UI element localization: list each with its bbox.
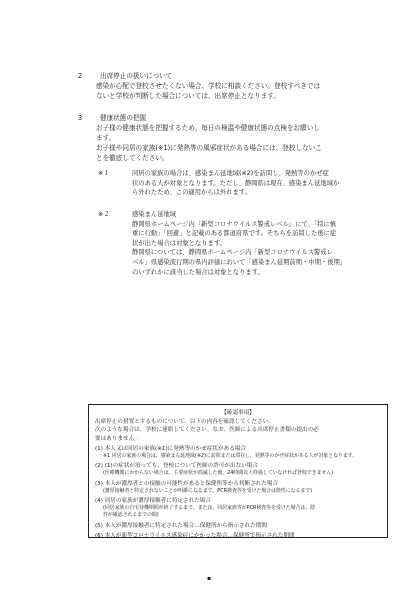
confirmation-item-label: (3) 本人が濃厚者との接触の可能性があると保健所等から判断された場合	[95, 480, 279, 487]
footnote-2-mark: ※２	[98, 211, 110, 218]
confirmation-box	[88, 404, 388, 538]
footnote-2-line: 重に行動」「回避」と記載のある都道府県です。そちらを訪問した後に症	[132, 230, 337, 238]
footnote-2	[98, 210, 390, 277]
confirmation-item-3	[95, 480, 381, 495]
section-3-line: お子様の健康状態を把握するため、毎日の検温や健康状態の点検をお願いし	[96, 124, 320, 132]
confirmation-intro-line: 出席停止の措置とするものについて、以下の内容を確認してください。	[95, 419, 274, 426]
footnote-1-line: 同居の家族の場合は、感染まん延地域(※2)を訪問し、発熱等のかぜ症	[132, 170, 329, 177]
confirmation-item-2	[95, 462, 381, 477]
confirmation-item-4	[95, 497, 381, 520]
section-2-title: 出席停止の扱いについて	[100, 72, 173, 80]
confirmation-item-note: (医療機関にかからない場合は、主要症状が消滅した後、24時間以上経過していなければ登校できません)	[103, 470, 334, 477]
section-3-title: 健康状態の把握	[100, 114, 147, 122]
footnote-2-line: 状が出た場合は対象となります。	[132, 239, 226, 247]
confirmation-item-note: (濃厚接触者と特定されないことが明確になるまで。PCR検査等を受けた場合は陰性になるまで)	[103, 487, 313, 494]
section-3-line: ます。	[96, 134, 116, 142]
page-mark: ▪	[207, 575, 212, 582]
confirmation-item-label: (4) 同居の家族が濃厚接触者に特定された場合	[95, 498, 211, 505]
confirmation-item-1	[95, 445, 381, 460]
confirmation-item-label: (2) (1)の症状が治っても、登校について医師の許可が出ない場合	[95, 463, 258, 470]
footnote-1-mark: ※１	[98, 170, 110, 177]
confirmation-intro-line: 要はありません。	[95, 435, 141, 442]
footnote-2-line: 静岡県については、静岡県ホームページ内「新型コロナウイルス警戒レ	[132, 249, 333, 257]
section-2-number: 2	[78, 72, 83, 80]
section-3-line: とを徹底してください。	[96, 154, 169, 162]
confirmation-item-label: (6) 本人が新型コロナウイルス感染症にかかった場合…保健所で指示された期間	[95, 532, 295, 539]
confirmation-item-note: (同居家族の自宅待機期間が終了するまで。または、同居家族等がPCR検査等を受けた場合は、陰	[103, 505, 316, 512]
confirmation-item-label: (1) 本人又は同居の家族(※1)に発熱等のかぜ症状がある場合	[95, 445, 246, 452]
footnote-1	[98, 169, 390, 198]
confirmation-item-note: ※1 同居の家族の場合は、感染まん延地域(※2)に訪問または滞在し、発熱等のかぜ症状がある人が対象となります。	[103, 453, 358, 460]
confirmation-item-note: 性が確認されるまでの間)	[103, 512, 159, 519]
confirmation-item-5	[95, 522, 381, 530]
confirmation-item-label: (5) 本人が濃厚接触者に特定された場合…保健所から指示された期間	[95, 522, 267, 529]
confirmation-box-title: 【確認事項】	[221, 410, 255, 416]
section-3	[78, 113, 378, 163]
confirmation-intro-line: 次のような場合は、学校に連絡してください。なお、医師による出席停止書類の提出の必	[95, 427, 319, 434]
section-2	[78, 71, 378, 101]
footnote-2-line: のいずれかに該当した場合は対象となります。	[132, 268, 264, 276]
footnote-2-heading: 感染まん延地域	[132, 211, 177, 218]
footnote-1-line: 状のある人が対象となります。ただし、静岡県は現在、感染まん延地域か	[132, 179, 340, 187]
section-3-number: 3	[78, 114, 83, 122]
confirmation-item-6	[95, 532, 381, 540]
footnote-2-line: 静岡県ホームページ内「新型コロナウイルス警戒レベル」にて、「特に慎	[132, 220, 337, 228]
footnote-2-line: ベル」県感染流行期の県内評価において「感染まん延期前期・中期・後期」	[132, 258, 347, 266]
footnote-1-line: ら外れたため、この適用からは外れます。	[132, 189, 251, 197]
section-2-line: 感染が心配で登校させたくない場合、学校に相談ください。登校すべきでは	[96, 82, 321, 90]
section-3-line: お子様や同居の家族(※1)に発熱等の風邪症状がある場合には、登校しないこ	[96, 144, 322, 152]
section-2-line: ないと学校が判断した場合については、出席停止となります。	[96, 92, 280, 100]
